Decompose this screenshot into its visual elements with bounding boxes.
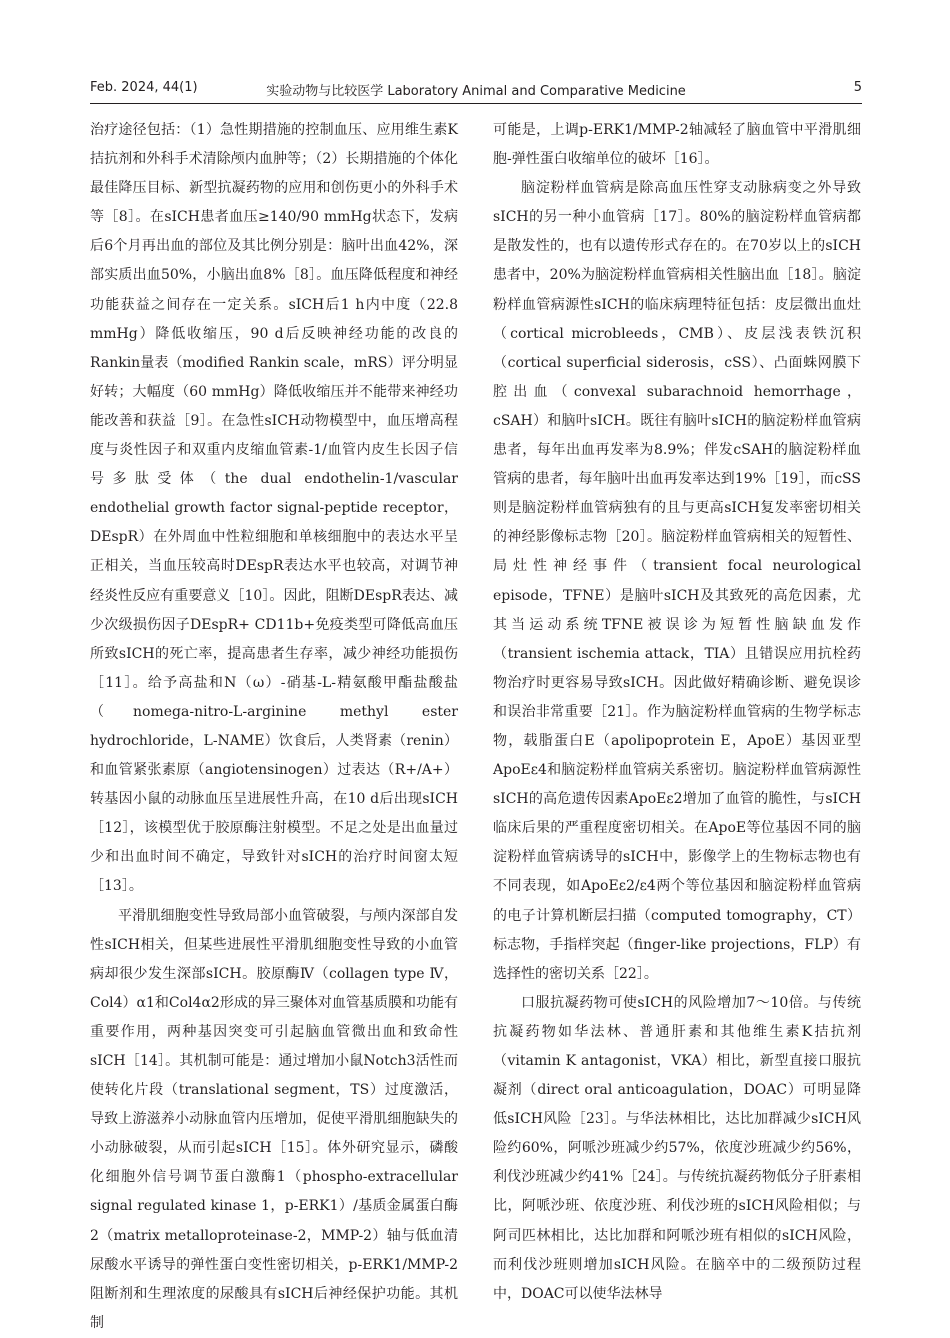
paragraph: 平滑肌细胞变性导致局部小血管破裂，与颅内深部自发性sICH相关，但某些进展性平滑肌细胞变性导致的小血管病却很少发生深部sICH。胶原酶Ⅳ（collagen type Ⅳ，Col4）α1和Col4α2形成的异三聚体对血管基质膜和功能有重要作用，两种基因突变可引起脑血管微出血和致命性sICH［14］。其机制可能是：通过增加小鼠Notch3活性而使转化片段（translational segment，TS）过度激活，导致上游滋养小动脉血管内压增加，促使平滑肌细胞缺失的小动脉破裂，从而引起sICH［15］。体外研究显示，磷酸化细胞外信号调节蛋白激酶1（phospho-extracellular signal regulated kinase 1，p-ERK1）/基质金属蛋白酶2（matrix metalloproteinase-2，MMP-2）轴与低血清尿酸水平诱导的弹性蛋白变性密切相关，p-ERK1/MMP-2阻断剂和生理浓度的尿酸具有sICH后神经保护功能。其机制: [90, 907, 458, 1331]
journal-title: 实验动物与比较医学 Laboratory Animal and Comparative Medicine: [266, 84, 686, 99]
header-rule: [90, 103, 862, 104]
paragraph: 脑淀粉样血管病是除高血压性穿支动脉病变之外导致sICH的另一种小血管病［17］。80%的脑淀粉样血管病都是散发性的，也有以遗传形式存在的。在70岁以上的sICH患者中，20%为脑淀粉样血管病相关性脑出血［18］。脑淀粉样血管病源性sICH的临床病理特征包括：皮层微出血灶（cortical microbleeds，CMB）、皮层浅表铁沉积（cortical superficial siderosis，cSS）、凸面蛛网膜下腔出血（convexal subarachnoid hemorrhage，cSAH）和脑叶sICH。既往有脑叶sICH的脑淀粉样血管病患者，每年出血再发率为8.9%；伴发cSAH的脑淀粉样血管病的患者，每年脑叶出血再发率达到19%［19］，而cSS则是脑淀粉样血管病独有的且与更高sICH复发率密切相关的神经影像标志物［20］。脑淀粉样血管病相关的短暂性、局灶性神经事件（transient focal neurological episode，TFNE）是脑叶sICH及其致死的高危因素，尤其当运动系统TFNE被误诊为短暂性脑缺血发作（transient ischemia attack，TIA）且错误应用抗栓药物治疗时更容易导致sICH。因此做好精确诊断、避免误诊和误治非常重要［21］。作为脑淀粉样血管病的生物学标志物，载脂蛋白E（apolipoprotein E，ApoE）基因亚型ApoEε4和脑淀粉样血管病关系密切。脑淀粉样血管病源性sICH的高危遗传因素ApoEε2增加了血管的脆性，与sICH临床后果的严重程度密切相关。在ApoE等位基因不同的脑淀粉样血管病诱导的sICH中，影像学上的生物标志物也有不同表现，如ApoEε2/ε4两个等位基因和脑淀粉样血管病的电子计算机断层扫描（computed tomography，CT）标志物，手指样突起（finger-like projections，FLP）有选择性的密切关系［22］。: [493, 180, 861, 982]
page-number: 5: [853, 80, 862, 95]
paragraph: 可能是，上调p-ERK1/MMP-2轴减轻了脑血管中平滑肌细胞-弹性蛋白收缩单位的破坏［16］。: [493, 122, 861, 168]
paragraph: 口服抗凝药物可使sICH的风险增加7～10倍。与传统抗凝药物如华法林、普通肝素和其他维生素K拮抗剂（vitamin K antagonist，VKA）相比，新型直接口服抗凝剂（direct oral anticoagulation，DOAC）可明显降低sICH风险［23］。与华法林相比，达比加群减少sICH风险约60%，阿哌沙班减少约57%，依度沙班减少约56%，利伐沙班减少约41%［24］。与传统抗凝药物低分子肝素相比，阿哌沙班、依度沙班、利伐沙班的sICH风险相似；与阿司匹林相比，达比加群和阿哌沙班有相似的sICH风险，而利伐沙班则增加sICH风险。在脑卒中的二级预防过程中，DOAC可以使华法林导: [493, 994, 861, 1302]
left-column: [90, 116, 458, 1338]
right-column: [493, 116, 861, 1309]
issue-date: Feb. 2024, 44(1): [90, 80, 198, 95]
paragraph: 治疗途径包括：（1）急性期措施的控制血压、应用维生素K拮抗剂和外科手术清除颅内血肿等；（2）长期措施的个体化最佳降压目标、新型抗凝药物的应用和创伤更小的外科手术等［8］。在sICH患者血压≥140/90 mmHg状态下，发病后6个月再出血的部位及其比例分别是：脑叶出血42%，深部实质出血50%，小脑出血8%［8］。血压降低程度和神经功能获益之间存在一定关系。sICH后1 h内中度（22.8 mmHg）降低收缩压，90 d后反映神经功能的改良的Rankin量表（modified Rankin scale，mRS）评分明显好转；大幅度（60 mmHg）降低收缩压并不能带来神经功能改善和获益［9］。在急性sICH动物模型中，血压增高程度与炎性因子和双重内皮缩血管素-1/血管内皮生长因子信号多肽受体（the dual endothelin-1/vascular endothelial growth factor signal-peptide receptor，DEspR）在外周血中性粒细胞和单核细胞中的表达水平呈正相关，当血压较高时DEspR表达水平也较高，对调节神经炎性反应有重要意义［10］。因此，阻断DEspR表达、减少次级损伤因子DEspR+ CD11b+免疫类型可降低高血压所致sICH的死亡率，提高患者生存率，减少神经功能损伤［11］。给予高盐和N（ω）-硝基-L-精氨酸甲酯盐酸盐（nomega-nitro-L-arginine methyl ester hydrochloride，L-NAME）饮食后，人类肾素（renin）和血管紧张素原（angiotensinogen）过表达（R+/A+）转基因小鼠的动脉血压呈进展性升高，在10 d后出现sICH［12］，该模型优于胶原酶注射模型。不足之处是出血量过少和出血时间不确定，导致针对sICH的治疗时间窗太短［13］。: [90, 122, 458, 895]
running-header: [90, 76, 862, 102]
